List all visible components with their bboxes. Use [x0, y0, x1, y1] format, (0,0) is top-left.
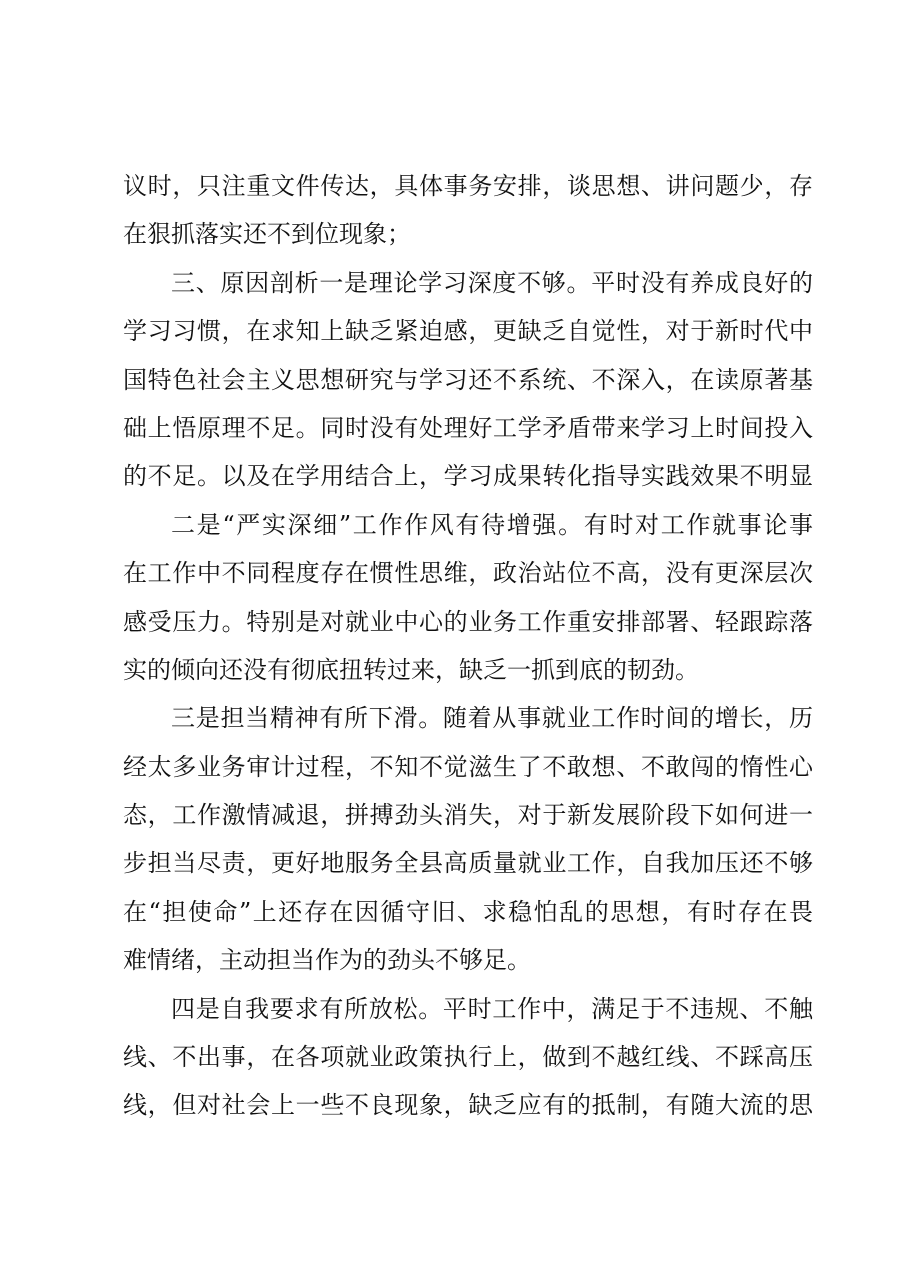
text-line: 步担当尽责，更好地服务全县高质量就业工作，自我加压还不够	[123, 849, 813, 878]
paragraph-1	[123, 162, 813, 259]
text-line: 在工作中不同程度存在惯性思维，政治站位不高，没有更深层次	[123, 559, 813, 588]
paragraph-2	[123, 259, 813, 501]
text-line: 学习习惯，在求知上缺乏紧迫感，更缺乏自觉性，对于新时代中	[123, 317, 813, 346]
text-line: 议时，只注重文件传达，具体事务安排，谈思想、讲问题少，存	[123, 172, 813, 200]
text-line: 线，但对社会上一些不良现象，缺乏应有的抵制，有随大流的思	[123, 1091, 813, 1120]
text-line: 在“担使命”上还存在因循守旧、求稳怕乱的思想，有时存在畏	[123, 897, 813, 926]
document-body	[123, 162, 813, 1130]
text-line: 国特色社会主义思想研究与学习还不系统、不深入，在读原著基	[123, 365, 813, 394]
text-line: 在狠抓落实还不到位现象；	[123, 220, 411, 249]
text-line: 三、原因剖析一是理论学习深度不够。平时没有养成良好的	[171, 268, 813, 297]
text-line: 础上悟原理不足。同时没有处理好工学矛盾带来学习上时间投入	[123, 413, 813, 442]
paragraph-3	[123, 501, 813, 695]
paragraph-4	[123, 694, 813, 984]
paragraph-5	[123, 985, 813, 1130]
text-line: 难情绪，主动担当作为的劲头不够足。	[123, 946, 531, 975]
text-line: 的不足。以及在学用结合上，学习成果转化指导实践效果不明显	[123, 462, 813, 491]
text-line: 二是“严实深细”工作作风有待增强。有时对工作就事论事	[171, 510, 813, 539]
text-line: 实的倾向还没有彻底扭转过来，缺乏一抓到底的韧劲。	[123, 655, 699, 684]
text-line: 感受压力。特别是对就业中心的业务工作重安排部署、轻跟踪落	[123, 607, 813, 636]
text-line: 四是自我要求有所放松。平时工作中，满足于不违规、不触	[171, 994, 813, 1023]
text-line: 经太多业务审计过程，不知不觉滋生了不敢想、不敢闯的惰性心	[123, 752, 813, 781]
text-line: 线、不出事，在各项就业政策执行上，做到不越红线、不踩高压	[123, 1043, 813, 1072]
text-line: 态，工作激情减退，拼搏劲头消失，对于新发展阶段下如何进一	[123, 801, 813, 830]
text-line: 三是担当精神有所下滑。随着从事就业工作时间的增长，历	[171, 704, 813, 733]
